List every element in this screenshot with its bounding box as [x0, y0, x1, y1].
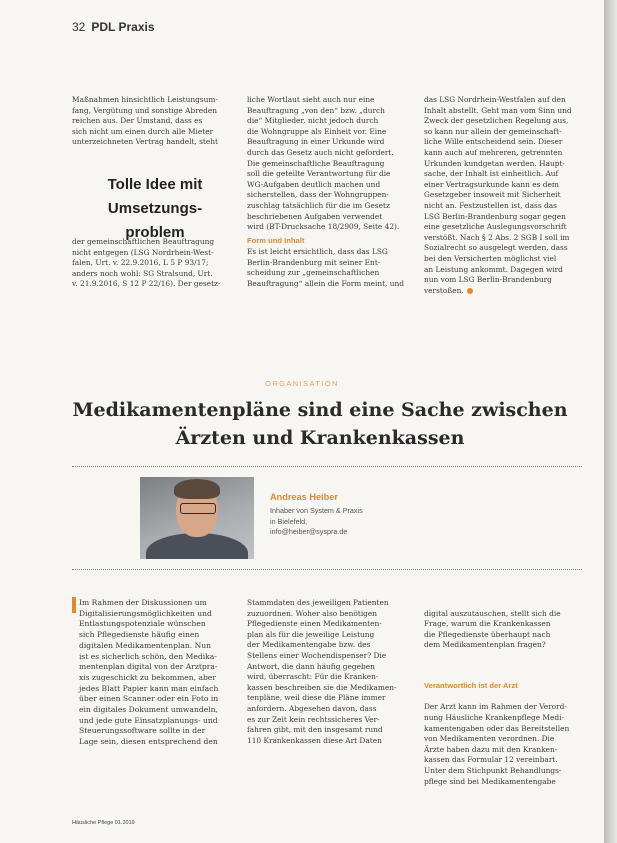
- top-column-2: liche Wortlaut sieht auch nur eine Beauftragung „von den“ bzw. „durch die“ Mitglieder, nicht jedoch durch die Wohngruppe als Einheit vor. Eine Beauftragung in einer Urkunde wird durch das Gesetz auch nicht gefordert. Die gemeinschaftliche Beauftragung soll die geteilte Verantwortung für die WG-Aufgaben deutlich machen und sicherstellen, dass der Wohngruppen- zuschlag tatsächlich für die im Gesetz beschriebenen Aufgaben verwendet wird (BT-Drucksache 18/2909, Seite 42).: [247, 95, 400, 232]
- article-column-2: Stammdaten des jeweiligen Patienten zuzuordnen. Woher also benötigen Pflegedienste einen Medikamenten- plan als für die jeweilige Leistung der Medikamentengabe bzw. des Stellens einer Wochendispenser? Die Antwort, die dann häufig gegeben wird, überrascht: Für die Kranken- kassen beschreiben sie die Medikamen- tenpläne, weil diese die Pläne immer anfordern. Abgesehen davon, dass es zur Zeit kein rechtssicheres Ver- fahren gibt, mit den insgesamt rund 110 Krankenkassen diese Art Daten: [247, 598, 397, 745]
- top-column-3: [424, 95, 584, 296]
- top-column-1-lower: der gemeinschaftlichen Beauftragung nicht entgegen (LSG Nordrhein-West- falen, Urt. v. 22.9.2016, L 5 P 93/17; anders noch wohl: SG Stralsund, Urt. v. 21.9.2016, S 12 P 22/16). Der gesetz-: [72, 237, 221, 289]
- divider-bottom: [72, 569, 582, 570]
- author-email: info@heiber@syspra.de: [270, 527, 348, 536]
- page-header: [72, 20, 155, 34]
- page-number: 32: [72, 20, 86, 34]
- article-column-3: [424, 598, 584, 798]
- page-edge: [604, 0, 617, 843]
- top-column-1-upper: Maßnahmen hinsichtlich Leistungsum- fang, Vergütung und sonstige Abreden reichen aus. Der Umstand, dass es sich nicht um einen durch alle Mieter unterzeichneten Vertrag handelt, steht: [72, 95, 218, 147]
- article-rubric: ORGANISATION: [265, 379, 339, 388]
- section-title: PDL Praxis: [91, 20, 155, 34]
- author-line-2: in Bielefeld,: [270, 516, 308, 526]
- article-lead-text: Im Rahmen der Diskussionen um Digitalisierungsmöglichkeiten und Entlastungspotenziale wünschen sich Pflegedienste häufig einen digitalen Medikamentenplan. Nun ist es sicherlich schön, den Medika- mentenplan digital von der Arztpra- xis zugeschickt zu bekommen, aber jedes Blatt Papier kann man einfach über einen Scanner oder ein Foto in ein digitales Dokument umwandeln, und jede gute Einsatzplanungs- und Steuerungssoftware sollte in der Lage sein, diesen entsprechend den: [79, 598, 219, 747]
- article-subhead: Verantwortlich ist der Arzt: [424, 681, 518, 691]
- divider-top: [72, 466, 582, 467]
- photo-glasses: [180, 503, 216, 514]
- page-footer: Häusliche Pflege 01.2019: [72, 820, 135, 826]
- author-line-1: Inhaber von System & Praxis: [270, 506, 363, 515]
- top-column-3-text: das LSG Nordrhein-Westfalen auf den Inhalt abstellt. Geht man vom Sinn und Zweck der gesetzlichen Regelung aus, so kann nur allein der gemeinschaft- liche Wille entscheidend sein. Dieser kann auch auf mehreren, getrennten Urkunden kundgetan werden. Haupt- sache, der Inhalt ist einheitlich. Auf einer Vertragsurkunde kann es dem Gesetzgeber insoweit mit Sicherheit nicht an. Festzustellen ist, dass das LSG Berlin-Brandenburg sogar gegen eine gesetzliche Auslegungsvorschrift verstößt. Nach § 2 Abs. 2 SGB I soll im Sozialrecht so ausgelegt werden, dass bei den Versicherten möglichst viel an Leistung ankommt. Dagegen wird nun vom LSG Berlin-Brandenburg verstoßen.: [424, 95, 572, 295]
- author-box: [270, 492, 363, 538]
- photo-hair: [174, 479, 220, 499]
- author-name: Andreas Heiber: [270, 492, 338, 502]
- top-subhead: Form und Inhalt: [247, 236, 305, 245]
- article-lead: [72, 598, 238, 748]
- author-photo: [140, 477, 254, 559]
- top-column-2-lower: Es ist leicht ersichtlich, dass das LSG Berlin-Brandenburg mit seiner Ent- scheidung zur „gemeinschaftlichen Beauftragung“ allein die Form meint, und: [247, 247, 405, 288]
- article-column-3-top: digital auszutauschen, stellt sich die Frage, warum die Krankenkassen die Pflegedienste überhaupt nach dem Medikamentenplan fragen?: [424, 608, 561, 650]
- pull-quote: Tolle Idee mit Umsetzungs-problem: [107, 176, 203, 241]
- article-column-3-bottom: Der Arzt kann im Rahmen der Verord- nung Häusliche Krankenpflege Medi- kamentengaben oder das Bereitstellen von Medikamenten verordnen. Die Ärzte haben dazu mit den Kranken- kassen das Formular 12 vereinbart. Unter dem Stichpunkt Behandlungs- pflege sind bei Medikamentengabe: [424, 702, 570, 786]
- end-of-article-icon: [467, 288, 473, 294]
- article-headline: Medikamentenpläne sind eine Sache zwischen Ärzten und Krankenkassen: [72, 399, 568, 449]
